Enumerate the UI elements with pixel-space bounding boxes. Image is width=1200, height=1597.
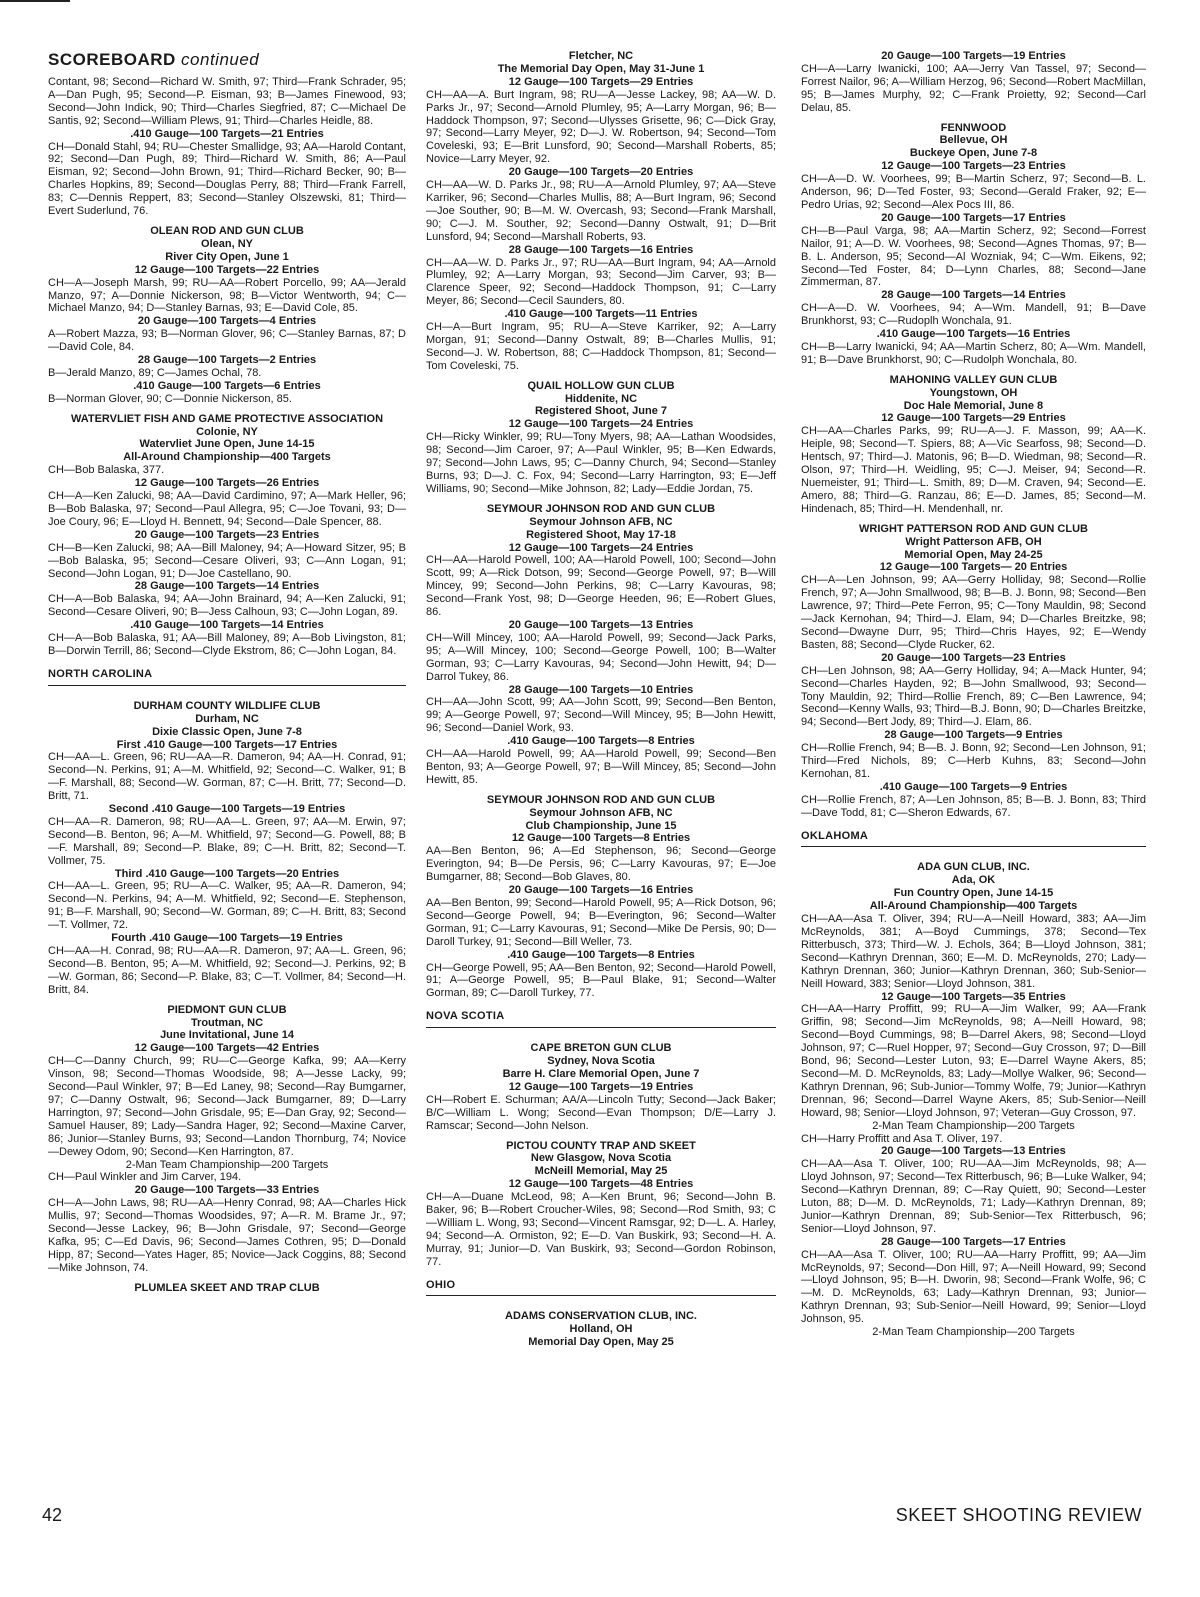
results-paragraph: CH—Bob Balaska, 377. xyxy=(48,464,165,477)
column-1 xyxy=(48,76,406,1295)
event-heading: Youngstown, OH xyxy=(929,386,1018,399)
event-heading: June Invitational, June 14 xyxy=(160,1029,294,1042)
event-heading: .410 Gauge—100 Targets—14 Entries xyxy=(130,619,324,632)
club-name: PIEDMONT GUN CLUB xyxy=(167,1003,287,1016)
results-paragraph: CH—B—Larry Iwanicki, 94; AA—Martin Scherz, 80; A—Wm. Mandell, 91; B—Dave Brunkhorst, 90; C—Rudolph Wonchala, 80. xyxy=(801,340,1146,366)
event-heading: McNeill Memorial, May 25 xyxy=(534,1165,668,1178)
event-heading: 12 Gauge—100 Targets—19 Entries xyxy=(508,1080,694,1093)
results-paragraph: CH—A—D. W. Voorhees, 94; A—Wm. Mandell, 91; B—Dave Brunkhorst, 93; C—Rudoplh Wonchala, 91. xyxy=(801,302,1146,328)
club-name: SEYMOUR JOHNSON ROD AND GUN CLUB xyxy=(486,502,716,515)
results-paragraph: CH—A—Burt Ingram, 95; RU—A—Steve Karriker, 92; A—Larry Morgan, 91; Second—Danny Ostwalt, 89; B—Charles Mullis, 91; Second—J. W. Robertson, 88; C—Haddock Thompson, 81; Second—Tom Coveleski, 75. xyxy=(426,321,776,372)
results-paragraph: CH—A—Len Johnson, 99; AA—Gerry Holliday, 98; Second—Rollie French, 97; A—John Smallwood, 98; B—B. J. Bonn, 98; Second—Ben Lawrence, 97; Third—Pete Ferron, 95; C—Tony Mauldin, 98; Second—Jack Kernohan, 94; Third—J. Elam, 94; D—Charles Breitzke, 98; Second—Dwayne Durr, 95; Third—Chris Hayes, 92; E—Wendy Basten, 88; Second—Clyde Rucker, 62. xyxy=(801,574,1146,651)
top-rule xyxy=(0,0,70,2)
results-paragraph: CH—AA—Harry Proffitt, 99; RU—A—Jim Walker, 99; AA—Frank Griffin, 98; Second—Jim McReynolds, 98; A—Neill Howard, 98; Second—Boyd Cummings, 98; B—Darrel Akers, 98; Second—Lloyd Johnson, 97; C—Ruel Hopper, 97; Second—Guy Crosson, 97; D—Bill Bond, 96; Second—Lester Luton, 93; E—Darrel Wayne Akers, 85; Second—M. D. McReynolds, 83; Lady—Mollye Walker, 96; Second—Kathryn Drennan, 96; Sub-Junior—Tommy Wolfe, 79; Junior—Kathryn Drennan, 96; Second—Darrel Wayne Akers, 85; Sub-Senior—Neill Howard, 98; Senior—Lloyd Johnson, 97; Veteran—Guy Crosson, 97. xyxy=(801,1003,1146,1119)
club-name: PICTOU COUNTY TRAP AND SKEET xyxy=(506,1139,696,1152)
event-heading: 12 Gauge—100 Targets—48 Entries xyxy=(508,1178,694,1191)
event-heading: .410 Gauge—100 Targets—21 Entries xyxy=(130,127,324,140)
event-heading: First .410 Gauge—100 Targets—17 Entries xyxy=(116,738,338,751)
results-paragraph: CH—AA—Harold Powell, 100; AA—Harold Powell, 100; Second—John Scott, 99; A—Rick Dotson, 99; Second—George Powell, 97; B—Will Mincey, 99; Second—John Perkins, 98; C—Larry Kavouras, 98; Second—Frank Yost, 98; D—George Heeden, 96; E—Robert Glues, 86. xyxy=(426,554,776,619)
event-heading: 20 Gauge—100 Targets—20 Entries xyxy=(508,166,694,179)
event-heading: 20 Gauge—100 Targets—16 Entries xyxy=(508,884,694,897)
results-paragraph: CH—AA—L. Green, 96; RU—AA—R. Dameron, 94; AA—H. Conrad, 91; Second—N. Perkins, 91; A—M. Whitfield, 92; Second—C. Walker, 91; B—F. Marshall, 88; Second—W. Gorman, 87; C—H. Britt, 77; Second—D. Britt, 71. xyxy=(48,751,406,803)
event-heading: Hiddenite, NC xyxy=(564,392,638,405)
event-heading: Sydney, Nova Scotia xyxy=(547,1055,655,1068)
results-paragraph: CH—Harry Proffitt and Asa T. Oliver, 197. xyxy=(801,1132,1003,1145)
club-name: DURHAM COUNTY WILDLIFE CLUB xyxy=(133,699,321,712)
event-heading: Ada, OK xyxy=(951,874,996,887)
region-heading: OKLAHOMA xyxy=(801,830,1146,848)
results-paragraph: Contant, 98; Second—Richard W. Smith, 97; Third—Frank Schrader, 95; A—Dan Pugh, 95; Second—P. Eisman, 93; B—James Finewood, 93; Second—John Indick, 90; Third—Charles Siegfried, 87; C—Michael De Santis, 92; Second—William Plews, 91; Third—Charles Heidle, 88. xyxy=(48,76,406,127)
results-paragraph: CH—Donald Stahl, 94; RU—Chester Smallidge, 93; AA—Harold Contant, 92; Second—Dan Pugh, 89; Third—Richard W. Smith, 86; A—Paul Eisman, 92; Second—John Brown, 91; Third—Richard Becker, 90; B—Charles Hopkins, 89; Second—Douglas Perry, 88; Third—Frank Farrell, 83; C—Dennis Reppert, 83; Second—Stanley Olszewski, 81; Third—Evert Suderlund, 76. xyxy=(48,140,406,218)
club-name: QUAIL HOLLOW GUN CLUB xyxy=(527,379,675,392)
region-heading: NORTH CAROLINA xyxy=(48,668,406,686)
results-paragraph: CH—Will Mincey, 100; AA—Harold Powell, 99; Second—Jack Parks, 95; A—Will Mincey, 100; Second—George Powell, 100; B—Walter Gorman, 93; C—Larry Kavouras, 94; Second—John Hewitt, 94; D—Darrol Tukey, 86. xyxy=(426,631,776,683)
header-title: SCOREBOARD xyxy=(48,50,176,69)
event-heading: 20 Gauge—100 Targets—13 Entries xyxy=(881,1145,1066,1158)
event-heading: 12 Gauge—100 Targets—29 Entries xyxy=(881,412,1066,425)
results-paragraph: CH—Len Johnson, 98; AA—Gerry Holliday, 94; A—Mack Hunter, 94; Second—Charles Hayden, 92; B—John Smallwood, 93; Second—Tony Mauldin, 92; Third—Rollie French, 89; C—Ben Lawrence, 94; Second—Kenny Walls, 93; Third—B.J. Bonn, 90; D—Charles Breitzke, 94; Second—Bert Jody, 89; Third—J. Elam, 86. xyxy=(801,664,1146,729)
event-heading: Fun Country Open, June 14-15 xyxy=(893,887,1054,900)
event-heading: 20 Gauge—100 Targets—19 Entries xyxy=(881,50,1066,62)
club-name: WRIGHT PATTERSON ROD AND GUN CLUB xyxy=(859,522,1088,535)
event-heading: 20 Gauge—100 Targets—4 Entries xyxy=(137,315,317,328)
event-heading: 20 Gauge—100 Targets—17 Entries xyxy=(881,211,1066,224)
results-paragraph: CH—AA—H. Conrad, 98; RU—AA—R. Dameron, 97; AA—L. Green, 96; Second—B. Benton, 95; A—M. Whitfield, 92; Second—J. Perkins, 92; B—W. Gorman, 86; Second—P. Blake, 83; C—T. Vollmer, 84; Second—H. Britt, 84. xyxy=(48,945,406,996)
event-heading: Olean, NY xyxy=(201,237,253,250)
results-paragraph: CH—C—Danny Church, 99; RU—C—George Kafka, 99; AA—Kerry Vinson, 98; Second—Thomas Woodside, 98; A—Jesse Lacky, 99; Second—Paul Winkler, 97; B—Ed Laney, 98; Second—Ray Bumgarner, 97; C—Danny Ostwalt, 96; Second—Jack Bumgarner, 89; D—Larry Harrington, 97; Second—John Grisdale, 95; E—Dan Gray, 92; Second—Samuel Hauser, 89; Lady—Sandra Hager, 92; Second—Maxine Carver, 86; Junior—Stanley Burns, 93; Second—Landon Thornburg, 74; Novice—Dewey Odom, 90; Second—Ken Harrington, 87. xyxy=(48,1055,406,1158)
results-paragraph: A—Robert Mazza, 93; B—Norman Glover, 96; C—Stanley Barnas, 87; D—David Cole, 84. xyxy=(48,328,406,354)
event-heading: 20 Gauge—100 Targets—13 Entries xyxy=(508,618,694,631)
page-header xyxy=(48,50,259,70)
results-paragraph: B—Norman Glover, 90; C—Donnie Nickerson, 85. xyxy=(48,392,292,405)
event-heading: Troutman, NC xyxy=(190,1016,264,1029)
event-heading: Fletcher, NC xyxy=(568,50,634,62)
results-paragraph: B—Jerald Manzo, 89; C—James Ochal, 78. xyxy=(48,366,262,379)
event-heading: 12 Gauge—100 Targets—24 Entries xyxy=(508,418,694,431)
event-heading: Seymour Johnson AFB, NC xyxy=(529,806,673,819)
event-heading: New Glasgow, Nova Scotia xyxy=(530,1152,672,1165)
results-paragraph: CH—Rollie French, 87; A—Len Johnson, 85; B—B. J. Bonn, 83; Third—Dave Todd, 81; C—Sheron Edwards, 67. xyxy=(801,793,1146,819)
event-heading: Memorial Day Open, May 25 xyxy=(528,1336,674,1349)
results-paragraph: CH—A—John Laws, 98; RU—AA—Henry Conrad, 98; AA—Charles Hick Mullis, 97; Second—Thomas Woodsides, 97; A—R. M. Brame Jr., 97; Second—Jesse Lackey, 96; B—John Grisdale, 97; Second—George Kafka, 95; C—Ed Davis, 96; Second—James Cothren, 95; D—Donald Hipp, 87; Second—Yates Hager, 85; Novice—Jack Coggins, 88; Second—Mike Johnson, 74. xyxy=(48,1197,406,1274)
club-name: SEYMOUR JOHNSON ROD AND GUN CLUB xyxy=(486,793,716,806)
event-heading: 12 Gauge—100 Targets— 20 Entries xyxy=(879,561,1068,574)
club-name: ADAMS CONSERVATION CLUB, INC. xyxy=(505,1310,697,1323)
event-heading: 12 Gauge—100 Targets—8 Entries xyxy=(511,832,691,845)
event-heading: Registered Shoot, June 7 xyxy=(534,405,668,418)
event-heading: .410 Gauge—100 Targets—8 Entries xyxy=(507,948,695,961)
column-3 xyxy=(801,50,1146,1339)
event-heading: Memorial Open, May 24-25 xyxy=(904,548,1043,561)
event-heading: 12 Gauge—100 Targets—24 Entries xyxy=(508,541,694,554)
results-paragraph: CH—Ricky Winkler, 99; RU—Tony Myers, 98; AA—Lathan Woodsides, 98; Second—Jim Caroer, 97; A—Paul Winkler, 95; B—Ken Edwards, 97; Second—John Laws, 95; C—Danny Church, 94; Second—Stanley Burns, 93; D—J. C. Fox, 94; Second—Larry Harrington, 93; E—Jeff Williams, 90; Second—Mike Johnson, 82; Lady—Eddie Jordan, 75. xyxy=(426,431,776,495)
event-heading: Bellevue, OH xyxy=(939,134,1008,147)
results-paragraph: CH—AA—W. D. Parks Jr., 97; RU—AA—Burt Ingram, 94; AA—Arnold Plumley, 92; A—Larry Morgan, 93; Second—Jim Carver, 93; B—Clarence Speer, 92; Second—Haddock Thompson, 91; C—Larry Meyer, 86; Second—Cecil Saunders, 80. xyxy=(426,256,776,308)
club-name: OLEAN ROD AND GUN CLUB xyxy=(150,224,304,237)
results-paragraph: CH—A—D. W. Voorhees, 99; B—Martin Scherz, 97; Second—B. L. Anderson, 96; D—Ted Foster, 93; Second—Gerald Fraker, 92; E—Pedro Urias, 92; Second—Alex Pocs III, 86. xyxy=(801,173,1146,211)
event-heading: .410 Gauge—100 Targets—8 Entries xyxy=(507,735,695,748)
results-paragraph: CH—A—Larry Iwanicki, 100; AA—Jerry Van Tassel, 97; Second—Forrest Nailor, 96; A—William Herzog, 96; Second—Robert MacMillan, 95; B—James Murphy, 92; C—Frank Proietty, 92; Second—Carl Delau, 85. xyxy=(801,62,1146,114)
event-heading: 28 Gauge—100 Targets—16 Entries xyxy=(508,243,694,256)
results-paragraph: AA—Ben Benton, 99; Second—Harold Powell, 95; A—Rick Dotson, 96; Second—George Powell, 94; B—Everington, 96; Second—Walter Gorman, 91; C—Larry Kavouras, 91; Second—Mike De Persis, 90; D—Daroll Turkey, 91; Second—Bill Weller, 73. xyxy=(426,897,776,948)
results-paragraph: CH—A—Duane McLeod, 98; A—Ken Brunt, 96; Second—John B. Baker, 96; B—Robert Croucher-Wiles, 98; Second—Rod Smith, 93; C—William L. Wong, 93; Second—Vincent Ramsgar, 92; D—L. A. Harley, 94; Second—A. Ormiston, 92; E—D. Van Buskirk, 93; Second—H. A. Murray, 91; Junior—D. Van Buskirk, 93; Second—Gordon Robinson, 77. xyxy=(426,1191,776,1268)
results-paragraph: CH—AA—Asa T. Oliver, 100; RU—AA—Jim McReynolds, 98; A—Lloyd Johnson, 97; Second—Tex Ritterbusch, 96; B—Luke Walker, 94; Second—Kathryn Drennan, 89; C—Ray Quiett, 90; Second—Lester Luton, 88; D—M. D. McReynolds, 71; Lady—Kathryn Drennan, 89; Junior—Kathryn Drennan, 89; Sub-Senior—Tex Ritterbusch, 96; Senior—Lloyd Johnson, 97. xyxy=(801,1158,1146,1235)
club-name: ADA GUN CLUB, INC. xyxy=(917,861,1030,874)
results-paragraph: CH—A—Ken Zalucki, 98; AA—David Cardimino, 97; A—Mark Heller, 96; B—Bob Balaska, 97; Second—Paul Allegra, 95; C—Joe Tovani, 93; D—Joe Coury, 96; E—Lloyd H. Bennett, 94; Second—Dale Spencer, 88. xyxy=(48,490,406,528)
results-paragraph: CH—AA—R. Dameron, 98; RU—AA—L. Green, 97; AA—M. Erwin, 97; Second—B. Benton, 96; A—M. Whitfield, 97; Second—G. Powell, 88; B—F. Marshall, 89; Second—P. Blake, 89; C—H. Britt, 82; Second—T. Vollmer, 75. xyxy=(48,815,406,867)
results-paragraph: CH—AA—A. Burt Ingram, 98; RU—A—Jesse Lackey, 98; AA—W. D. Parks Jr., 97; Second—Arnold Plumley, 95; A—Larry Morgan, 96; B—Haddock Thompson, 97; Second—Ulysses Grisette, 96; C—Dick Gray, 97; Second—Larry Meyer, 92; D—J. W. Robertson, 94; Second—Tom Coveleski, 93; E—Brit Lunsford, 90; Second—Marshall Roberts, 85; Novice—Larry Meyer, 92. xyxy=(426,88,776,166)
event-heading: Durham, NC xyxy=(195,712,259,725)
results-paragraph: CH—AA—Charles Parks, 99; RU—A—J. F. Masson, 99; AA—K. Heiple, 98; Second—T. Spiers, 88; A—Vic Searfoss, 98; Second—D. Hentsch, 97; Third—J. Matonis, 96; B—D. Wiedman, 98; Second—R. Olson, 97; Third—H. Weidling, 95; C—J. Meiser, 94; Second—R. Nuemeister, 91; Third—L. Smith, 89; D—M. Craven, 94; Second—E. Amero, 88; Third—G. Ranzau, 86; E—D. James, 85; Second—M. Hindenach, 85; Third—H. Mendenhall, nr. xyxy=(801,425,1146,515)
event-heading: 28 Gauge—100 Targets—9 Entries xyxy=(884,729,1063,742)
event-heading: Registered Shoot, May 17-18 xyxy=(526,528,676,541)
event-heading: Second .410 Gauge—100 Targets—19 Entries xyxy=(108,803,346,816)
event-heading: Wright Patterson AFB, OH xyxy=(905,535,1042,548)
page-number: 42 xyxy=(42,1505,63,1525)
event-heading: 12 Gauge—100 Targets—22 Entries xyxy=(134,263,320,276)
event-heading: River City Open, June 1 xyxy=(165,250,289,263)
event-heading: 28 Gauge—100 Targets—10 Entries xyxy=(508,683,694,696)
results-paragraph: CH—AA—L. Green, 95; RU—A—C. Walker, 95; AA—R. Dameron, 94; Second—N. Perkins, 94; A—M. Whitfield, 92; Second—E. Stephenson, 91; B—F. Marshall, 90; Second—W. Gorman, 89; C—H. Britt, 83; Second—T. Vollmer, 72. xyxy=(48,880,406,932)
event-heading: .410 Gauge—100 Targets—16 Entries xyxy=(876,328,1071,341)
results-paragraph: CH—AA—Harold Powell, 99; AA—Harold Powell, 99; Second—Ben Benton, 93; A—George Powell, 97; B—Will Mincey, 85; Second—John Hewitt, 85. xyxy=(426,748,776,786)
event-heading: 20 Gauge—100 Targets—23 Entries xyxy=(134,528,320,541)
event-heading: All-Around Championship—400 Targets xyxy=(869,900,1078,913)
results-paragraph: CH—B—Ken Zalucki, 98; AA—Bill Maloney, 94; A—Howard Sitzer, 95; B—Bob Balaska, 95; Second—Cesare Oliveri, 93; C—Ann Logan, 91; Second—John Logan, 91; D—Joe Castellano, 90. xyxy=(48,541,406,580)
club-name: MAHONING VALLEY GUN CLUB xyxy=(889,373,1058,386)
results-paragraph: CH—Robert E. Schurman; AA/A—Lincoln Tutty; Second—Jack Baker; B/C—William L. Wong; Second—Evan Thompson; D/E—Larry J. Ramscar; Second—John Nelson. xyxy=(426,1093,776,1132)
event-heading: Third .410 Gauge—100 Targets—20 Entries xyxy=(114,867,340,880)
event-subheading: 2-Man Team Championship—200 Targets xyxy=(125,1158,329,1171)
event-heading: 28 Gauge—100 Targets—17 Entries xyxy=(881,1235,1066,1248)
results-paragraph: AA—Ben Benton, 96; A—Ed Stephenson, 96; Second—George Everington, 94; B—De Persis, 96; C—Larry Kavouras, 97; E—Joe Bumgarner, 88; Second—Bob Glaves, 80. xyxy=(426,845,776,884)
club-name: WATERVLIET FISH AND GAME PROTECTIVE ASSOCIATION xyxy=(70,412,384,425)
results-paragraph: CH—Paul Winkler and Jim Carver, 194. xyxy=(48,1171,242,1184)
event-heading: Watervliet June Open, June 14-15 xyxy=(139,438,315,451)
event-heading: 12 Gauge—100 Targets—29 Entries xyxy=(508,75,694,88)
event-subheading: 2-Man Team Championship—200 Targets xyxy=(872,1119,1075,1132)
event-heading: 20 Gauge—100 Targets—33 Entries xyxy=(134,1184,320,1197)
event-heading: 12 Gauge—100 Targets—23 Entries xyxy=(881,160,1066,173)
results-paragraph: CH—B—Paul Varga, 98; AA—Martin Scherz, 92; Second—Forrest Nailor, 91; A—D. W. Voorhees, 98; Second—Agnes Thomas, 97; B—B. L. Anderson, 95; Second—Al Wozniak, 94; C—Wm. Eikens, 92; Second—Ted Foster, 84; D—Lynn Charles, 88; Second—Jane Zimmerman, 87. xyxy=(801,224,1146,289)
event-heading: Dixie Classic Open, June 7-8 xyxy=(152,725,302,738)
club-name: FENNWOOD xyxy=(940,121,1007,134)
region-heading: OHIO xyxy=(426,1279,776,1297)
results-paragraph: CH—AA—Asa T. Oliver, 100; RU—AA—Harry Proffitt, 99; AA—Jim McReynolds, 97; Second—Don Hill, 97; A—Neill Howard, 99; Second—Lloyd Johnson, 95; B—H. Dworin, 98; Second—Frank Wolfe, 96; C—M. D. McReynolds, 63; Lady—Kathryn Drennan, 93; Junior—Kathryn Drennan, 93; Sub-Senior—Neill Howard, 99; Senior—Lloyd Johnson, 95. xyxy=(801,1248,1146,1326)
event-heading: 12 Gauge—100 Targets—35 Entries xyxy=(881,990,1066,1003)
results-paragraph: CH—A—Bob Balaska, 91; AA—Bill Maloney, 89; A—Bob Livingston, 81; B—Dorwin Terrill, 86; Second—Clyde Ekstrom, 86; C—John Logan, 84. xyxy=(48,632,406,657)
event-heading: 28 Gauge—100 Targets—2 Entries xyxy=(137,354,317,367)
event-heading: .410 Gauge—100 Targets—11 Entries xyxy=(504,308,698,321)
event-heading: Buckeye Open, June 7-8 xyxy=(909,147,1038,160)
results-paragraph: CH—A—Bob Balaska, 94; AA—John Brainard, 94; A—Ken Zalucki, 91; Second—Cesare Oliveri, 90; B—Jess Calhoun, 93; C—John Logan, 89. xyxy=(48,593,406,619)
event-heading: 20 Gauge—100 Targets—23 Entries xyxy=(881,651,1066,664)
event-heading: Fourth .410 Gauge—100 Targets—19 Entries xyxy=(111,932,343,945)
event-heading: Club Championship, June 15 xyxy=(525,819,677,832)
event-heading: 12 Gauge—100 Targets—26 Entries xyxy=(134,477,320,490)
club-name: CAPE BRETON GUN CLUB xyxy=(530,1042,672,1055)
event-heading: .410 Gauge—100 Targets—6 Entries xyxy=(133,379,321,392)
event-heading: Holland, OH xyxy=(569,1323,633,1336)
region-heading: NOVA SCOTIA xyxy=(426,1010,776,1028)
event-heading: 28 Gauge—100 Targets—14 Entries xyxy=(134,580,320,593)
results-paragraph: CH—A—Joseph Marsh, 99; RU—AA—Robert Porcello, 99; AA—Jerald Manzo, 97; A—Donnie Nickerson, 98; B—Victor Wentworth, 94; C—Michael Manzo, 94; D—Stanley Barnas, 93; E—David Cole, 85. xyxy=(48,276,406,315)
event-subheading: 2-Man Team Championship—200 Targets xyxy=(872,1326,1075,1339)
publication-name: SKEET SHOOTING REVIEW xyxy=(895,1505,1142,1525)
event-heading: Doc Hale Memorial, June 8 xyxy=(903,399,1044,412)
column-2 xyxy=(426,50,776,1349)
results-paragraph: CH—AA—Asa T. Oliver, 394; RU—A—Neill Howard, 383; AA—Jim McReynolds, 381; A—Boyd Cummings, 378; Second—Tex Ritterbusch, 373; Third—W. J. Echols, 364; B—Lloyd Johnson, 381; Second—Kathryn Drennan, 360; E—M. D. McReynolds, 270; Lady—Kathryn Drennan, 360; Junior—Kathryn Drennan, 360; Sub-Senior—Neill Howard, 383; Senior—Lloyd Johnson, 381. xyxy=(801,913,1146,990)
event-heading: The Memorial Day Open, May 31-June 1 xyxy=(497,62,705,75)
results-paragraph: CH—Rollie French, 94; B—B. J. Bonn, 92; Second—Len Johnson, 91; Third—Fred Nichols, 89; C—Herb Kuhns, 83; Second—John Kernohan, 81. xyxy=(801,742,1146,780)
event-heading: .410 Gauge—100 Targets—9 Entries xyxy=(879,780,1068,793)
event-heading: Seymour Johnson AFB, NC xyxy=(529,515,673,528)
event-heading: Colonie, NY xyxy=(196,425,258,438)
event-heading: All-Around Championship—400 Targets xyxy=(123,451,331,464)
results-paragraph: CH—AA—W. D. Parks Jr., 98; RU—A—Arnold Plumley, 97; AA—Steve Karriker, 96; Second—Charles Mullis, 88; A—Burt Ingram, 96; Second—Joe Souther, 90; B—M. W. Overcash, 93; Second—Frank Marshall, 90; C—J. M. Souther, 92; Second—Danny Ostwalt, 91; D—Brit Lunsford, 94; Second—Marshall Roberts, 93. xyxy=(426,179,776,243)
club-name: PLUMLEA SKEET AND TRAP CLUB xyxy=(134,1281,320,1294)
header-continued: continued xyxy=(181,50,260,69)
results-paragraph: CH—George Powell, 95; AA—Ben Benton, 92; Second—Harold Powell, 91; A—George Powell, 95; B—Paul Blake, 91; Second—Walter Gorman, 89; C—Daroll Turkey, 77. xyxy=(426,961,776,1000)
event-heading: Barre H. Clare Memorial Open, June 7 xyxy=(502,1067,700,1080)
event-heading: 12 Gauge—100 Targets—42 Entries xyxy=(134,1042,320,1055)
event-heading: 28 Gauge—100 Targets—14 Entries xyxy=(881,289,1066,302)
results-paragraph: CH—AA—John Scott, 99; AA—John Scott, 99; Second—Ben Benton, 99; A—George Powell, 97; Second—Will Mincey, 95; B—John Hewitt, 96; Second—Daniel Work, 93. xyxy=(426,696,776,735)
